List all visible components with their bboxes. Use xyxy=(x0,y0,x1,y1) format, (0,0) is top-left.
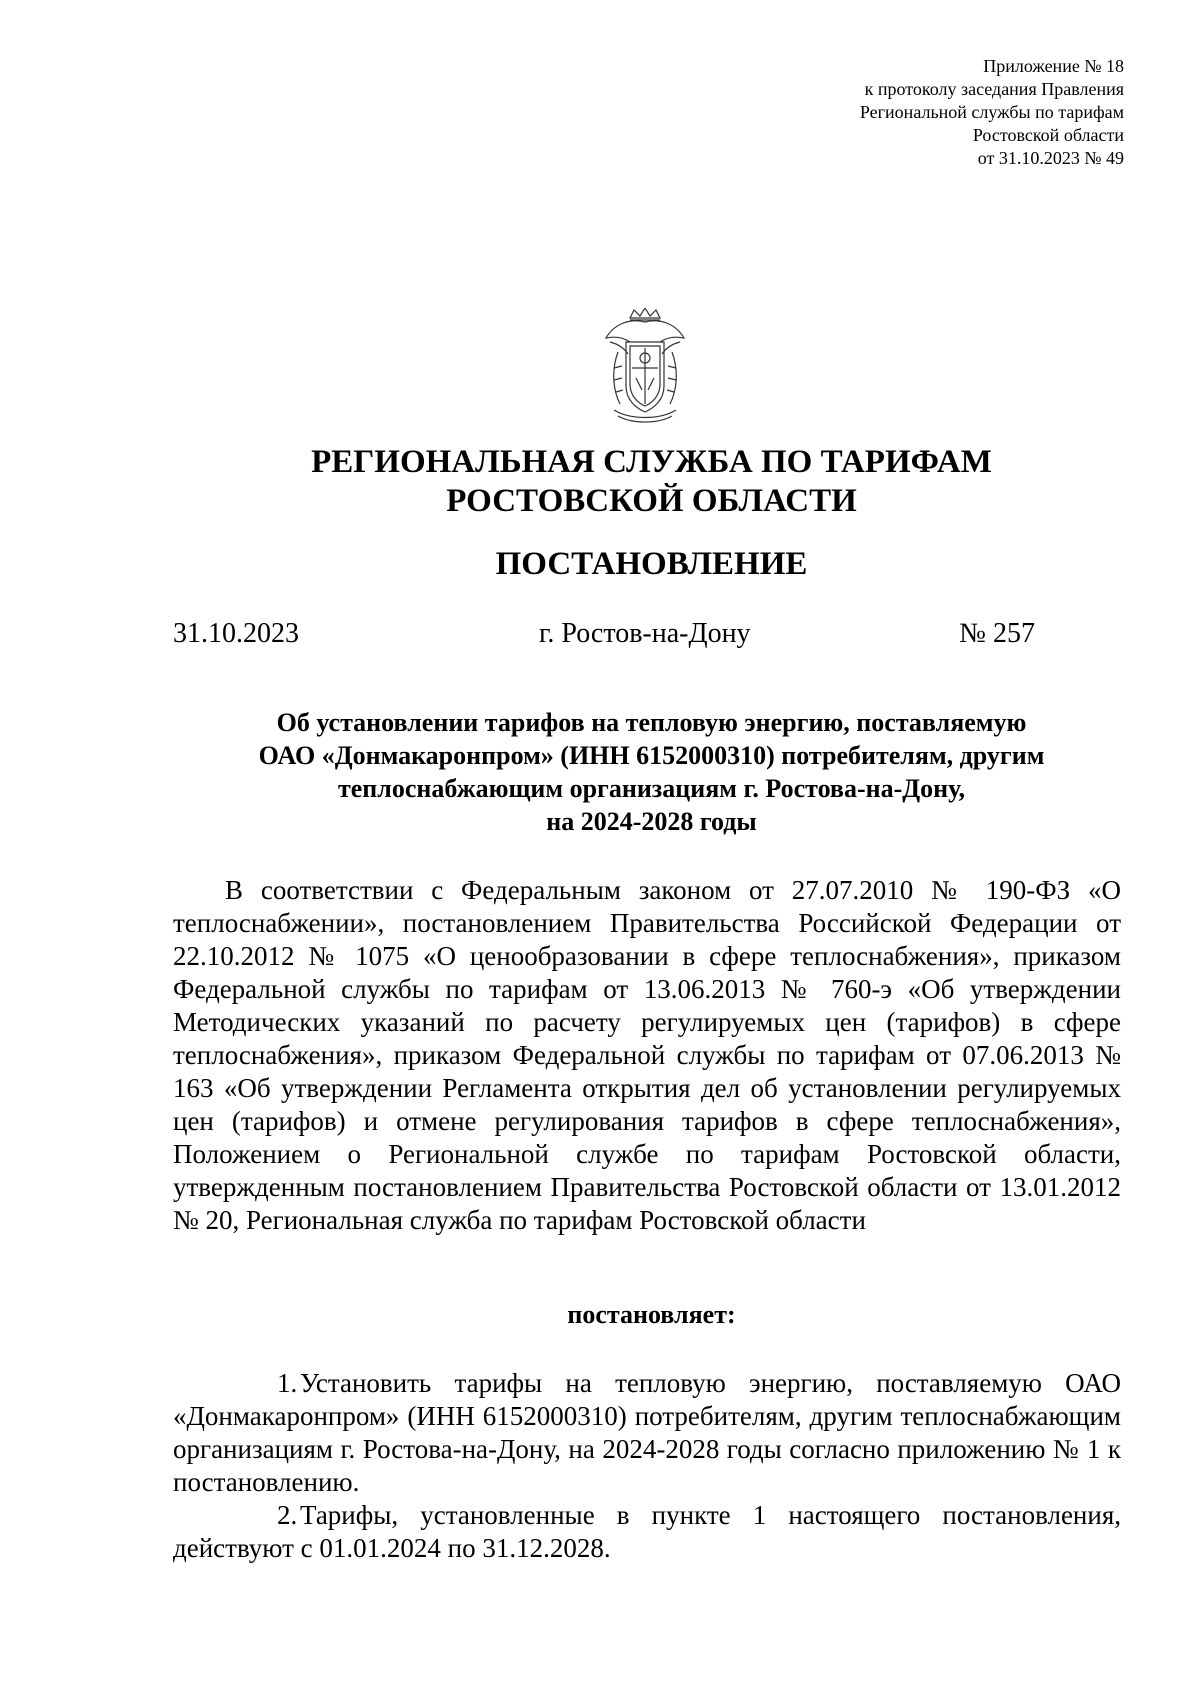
document-date: 31.10.2023 xyxy=(173,618,299,649)
resolution-item xyxy=(173,1367,1121,1499)
resolves-heading: постановляет: xyxy=(567,1300,736,1329)
item-text: Установить тарифы на тепловую энергию, поставляемую ОАО «Донмакаронпром» (ИНН 6152000310) потребителям, другим теплоснабжающим организациям г. Ростова-на-Дону, на 2024-2028 годы согласно приложению № 1 к постановлению. xyxy=(173,1368,1121,1497)
agency-name-line: РЕГИОНАЛЬНАЯ СЛУЖБА ПО ТАРИФАМ xyxy=(311,444,992,480)
rostov-coat-of-arms-icon xyxy=(600,308,690,426)
preamble xyxy=(173,874,1121,1237)
subject-line: Об установлении тарифов на тепловую энергию, поставляемую xyxy=(276,708,1027,737)
appendix-note xyxy=(704,55,1124,170)
subject-line: теплоснабжающим организациям г. Ростова-на-Дону, xyxy=(337,774,966,803)
preamble-paragraph: В соответствии с Федеральным законом от 27.07.2010 № 190-ФЗ «О теплоснабжении», постановлением Правительства Российской Федерации от 22.10.2012 № 1075 «О ценообразовании в сфере теплоснабжения», приказом Федеральной службы по тарифам от 13.06.2013 № 760-э «Об утверждении Методических указаний по расчету регулируемых цен (тарифов) в сфере теплоснабжения», приказом Федеральной службы по тарифам от 07.06.2013 № 163 «Об утверждении Регламента открытия дел об установлении регулируемых цен (тарифов) и отмене регулирования тарифов в сфере теплоснабжения», Положением о Региональной службе по тарифам Ростовской области, утвержденным постановлением Правительства Ростовской области от 13.01.2012 № 20, Региональная служба по тарифам Ростовской области xyxy=(173,875,1121,1235)
appendix-line: Ростовской области xyxy=(972,125,1124,145)
item-number: 1. xyxy=(277,1368,298,1398)
document-subject xyxy=(174,706,1129,838)
document-meta xyxy=(173,616,1035,652)
document-city: г. Ростов-на-Дону xyxy=(539,618,751,649)
item-number: 2. xyxy=(277,1500,298,1530)
appendix-line: Региональной службы по тарифам xyxy=(859,102,1124,122)
document-type: ПОСТАНОВЛЕНИЕ xyxy=(495,546,808,582)
subject-line: на 2024-2028 годы xyxy=(546,807,757,836)
subject-line: ОАО «Донмакаронпром» (ИНН 6152000310) потребителям, другим xyxy=(258,741,1045,770)
agency-name-line: РОСТОВСКОЙ ОБЛАСТИ xyxy=(446,483,857,519)
item-text: Тарифы, установленные в пункте 1 настоящего постановления, действуют с 01.01.2024 по 31.12.2028. xyxy=(173,1500,1121,1563)
document-number: № 257 xyxy=(959,618,1035,649)
appendix-line: Приложение № 18 xyxy=(983,56,1124,76)
resolution-item xyxy=(173,1499,1121,1565)
appendix-line: от 31.10.2023 № 49 xyxy=(977,148,1124,168)
agency-name xyxy=(174,443,1129,521)
appendix-line: к протоколу заседания Правления xyxy=(864,79,1124,99)
resolution-items xyxy=(173,1367,1121,1565)
